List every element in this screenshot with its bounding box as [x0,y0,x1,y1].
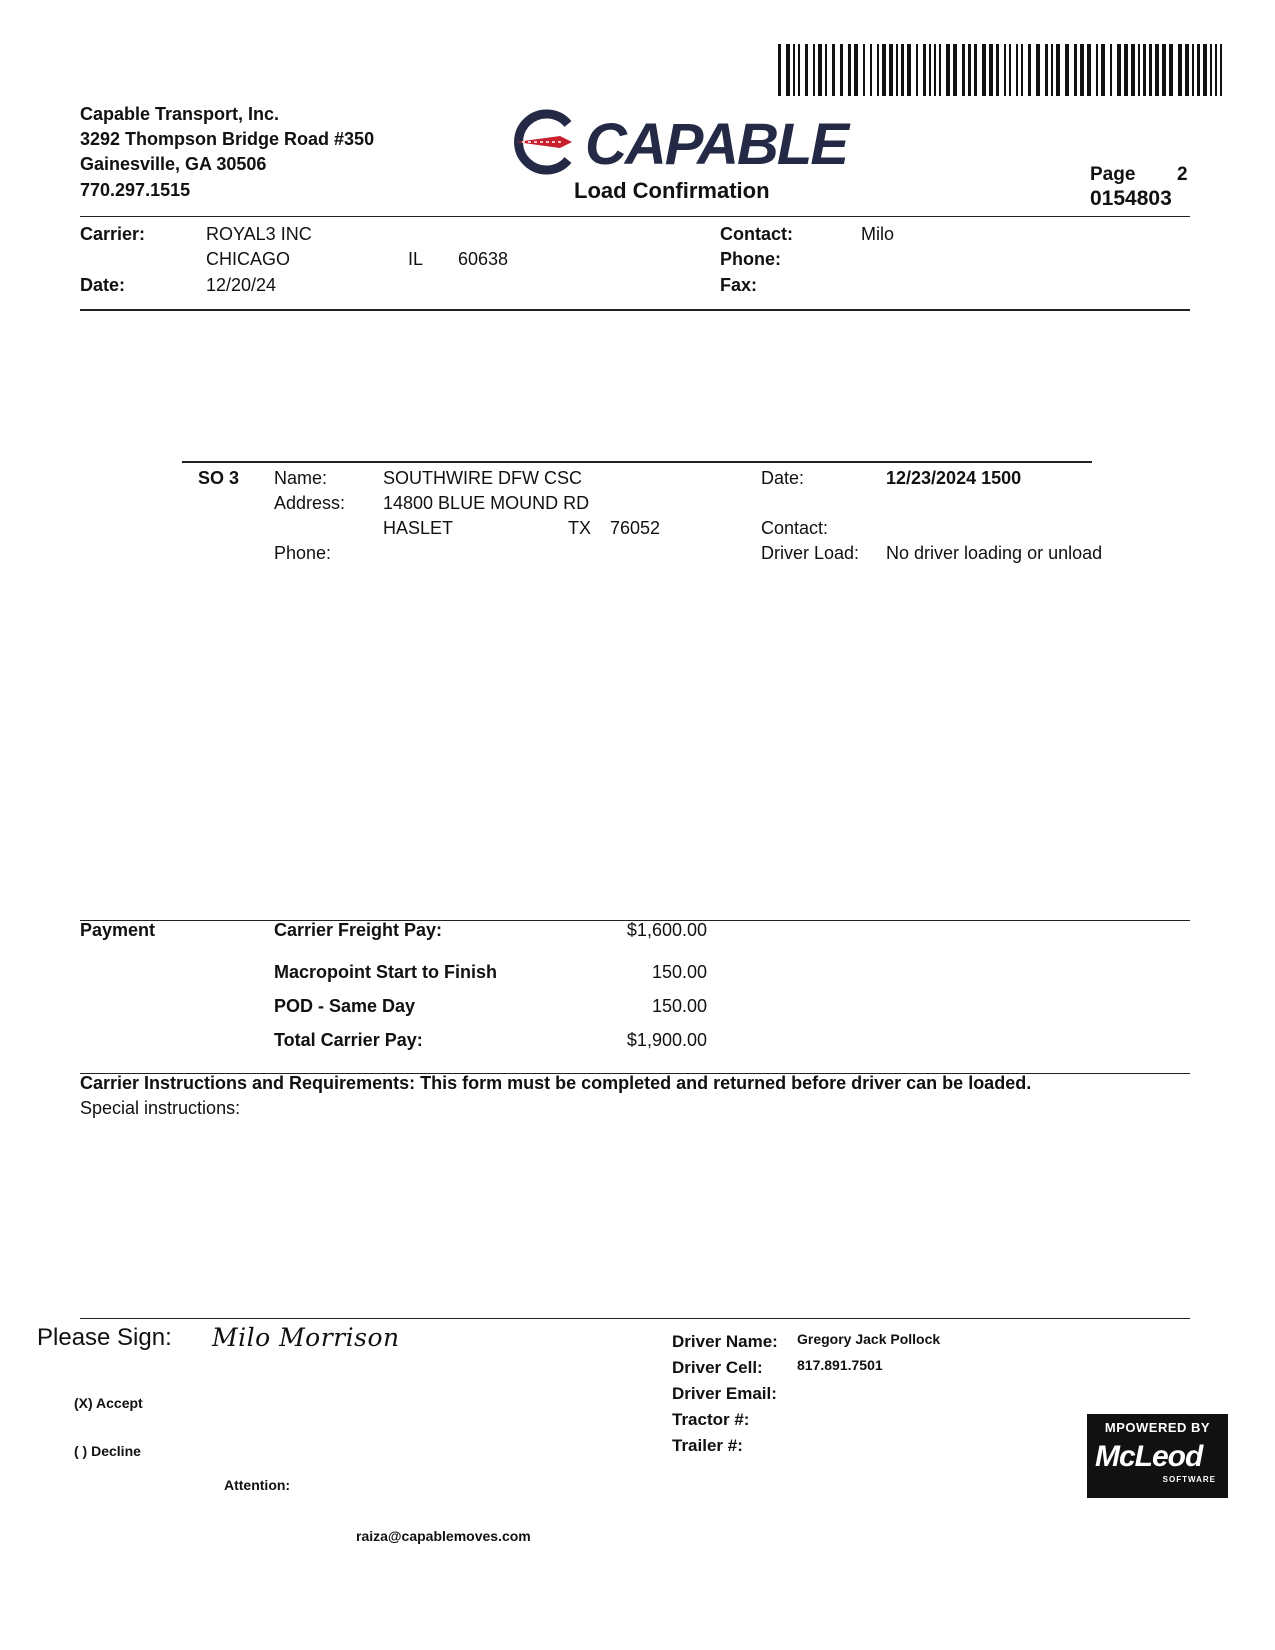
barcode-bar [934,44,936,96]
barcode-bar [896,44,898,96]
freight-pay-amount: $1,600.00 [626,920,707,940]
barcode-bar [1149,44,1152,96]
fax-label: Fax: [720,275,758,295]
barcode-bar [870,44,872,96]
barcode-bar [1056,44,1060,96]
badge-line2: McLeod [1095,1440,1203,1473]
barcode-bar [1087,44,1091,96]
barcode-bar [1210,44,1212,96]
barcode-bar [962,44,965,96]
driver-email-label: Driver Email: [672,1384,777,1403]
carrier-date-label: Date: [80,275,126,295]
barcode-bar [996,44,999,96]
barcode-bar [793,44,795,96]
company-address-line2: Gainesville, GA 30506 [80,154,267,174]
barcode-bar [1016,44,1018,96]
page-label: Page [1090,164,1136,185]
driver-cell: 817.891.7501 [797,1357,883,1373]
signature-rule [80,1318,1190,1319]
total-pay-amount: $1,900.00 [626,1030,707,1050]
badge-line1: MPOWERED BY [1104,1420,1211,1435]
barcode-bar [848,44,851,96]
barcode-bar [1178,44,1182,96]
barcode-bar [813,44,815,96]
stop-city: HASLET [383,518,454,538]
capable-logo-wordmark: CAPABLE [585,112,848,177]
payment-label: Payment [80,920,156,940]
barcode-bar [1124,44,1128,96]
please-sign-label: Please Sign: [37,1324,172,1351]
barcode-bar [1096,44,1098,96]
driver-cell-label: Driver Cell: [672,1358,763,1377]
carrier-zip: 60638 [458,249,509,269]
macropoint-amount: 150.00 [651,962,707,982]
attention-label: Attention: [224,1477,291,1493]
barcode-bar [1009,44,1011,96]
accept-option[interactable]: (X) Accept [74,1395,143,1411]
carrier-state: IL [408,249,424,269]
contact-label: Contact: [720,224,793,244]
freight-pay-label: Carrier Freight Pay: [274,920,443,940]
barcode-bar [1138,44,1140,96]
barcode-bar [840,44,843,96]
carrier-label: Carrier: [80,224,146,244]
stop-id: SO 3 [198,468,240,488]
barcode-bar [1028,44,1031,96]
barcode-bar [818,44,822,96]
barcode-bar [946,44,950,96]
carrier-date: 12/20/24 [206,275,277,295]
barcode-bar [1110,44,1112,96]
total-pay-label: Total Carrier Pay: [274,1030,423,1050]
carrier-rule [80,309,1190,311]
driver-load-label: Driver Load: [761,543,860,563]
barcode-bar [1045,44,1048,96]
barcode-bar [1169,44,1173,96]
barcode-bar [877,44,879,96]
barcode-bar [916,44,918,96]
barcode-bar [863,44,865,96]
barcode-bar [1101,44,1105,96]
badge-line3: SOFTWARE [1162,1475,1216,1484]
barcode-bar [1203,44,1207,96]
barcode-bar [832,44,835,96]
driver-load-value: No driver loading or unload [886,543,1103,563]
capable-logo-icon [508,106,580,178]
company-phone: 770.297.1515 [80,180,191,200]
company-address-line1: 3292 Thompson Bridge Road #350 [80,129,375,149]
barcode-bar [1036,44,1040,96]
barcode-bar [1074,44,1077,96]
barcode-bar [923,44,926,96]
barcode-bar [854,44,858,96]
barcode-bar [798,44,800,96]
driver-name: Gregory Jack Pollock [797,1331,941,1347]
barcode-bar [805,44,808,96]
stop-date: 12/23/2024 1500 [886,468,1022,488]
carrier-name: ROYAL3 INC [206,224,312,244]
barcode-bar [889,44,893,96]
driver-name-label: Driver Name: [672,1332,778,1351]
barcode-bar [1220,44,1222,96]
macropoint-label: Macropoint Start to Finish [274,962,497,982]
stop-rule [182,461,1092,463]
stop-contact-label: Contact: [761,518,829,538]
barcode-bar [974,44,977,96]
barcode [778,44,1228,96]
barcode-bar [1131,44,1135,96]
barcode-bar [901,44,904,96]
stop-phone-label: Phone: [274,543,332,563]
barcode-bar [989,44,993,96]
header-rule [80,216,1190,217]
barcode-bar [929,44,931,96]
barcode-bar [1143,44,1146,96]
barcode-bar [825,44,827,96]
stop-address-label: Address: [274,493,346,513]
barcode-bar [1185,44,1189,96]
instructions-heading: Carrier Instructions and Requirements: This form must be completed and returned before driver can be loaded. [80,1073,1032,1093]
barcode-bar [1021,44,1023,96]
phone-label: Phone: [720,249,781,269]
signature: Milo Morrison [212,1323,400,1352]
barcode-bar [1051,44,1053,96]
pod-amount: 150.00 [651,996,707,1016]
barcode-bar [982,44,986,96]
pod-label: POD - Same Day [274,996,416,1016]
barcode-bar [778,44,781,96]
decline-option[interactable]: ( ) Decline [74,1443,141,1459]
stop-address: 14800 BLUE MOUND RD [383,493,590,513]
contact-value: Milo [861,224,895,244]
document-title: Load Confirmation [574,178,770,203]
special-instructions-label: Special instructions: [80,1098,241,1118]
stop-state: TX [568,518,592,538]
barcode-bar [1080,44,1084,96]
carrier-city: CHICAGO [206,249,291,269]
stop-zip: 76052 [610,518,661,538]
order-number: 0154803 [1090,187,1172,210]
barcode-bar [882,44,886,96]
barcode-bar [1197,44,1200,96]
attention-email: raiza@capablemoves.com [356,1528,531,1544]
barcode-bar [1192,44,1194,96]
stop-date-label: Date: [761,468,805,488]
trailer-label: Trailer #: [672,1436,743,1455]
stop-name: SOUTHWIRE DFW CSC [383,468,582,488]
barcode-bar [1065,44,1069,96]
barcode-bar [1155,44,1159,96]
barcode-bar [939,44,941,96]
mcleod-badge [1087,1414,1228,1498]
barcode-bar [786,44,790,96]
page-number: 2 [1177,164,1188,185]
stop-name-label: Name: [274,468,328,488]
barcode-bar [1004,44,1006,96]
barcode-bar [953,44,957,96]
barcode-bar [1117,44,1121,96]
barcode-bar [1162,44,1166,96]
barcode-bar [1215,44,1217,96]
barcode-bar [907,44,911,96]
tractor-label: Tractor #: [672,1410,750,1429]
company-name: Capable Transport, Inc. [80,104,280,124]
barcode-bar [968,44,971,96]
